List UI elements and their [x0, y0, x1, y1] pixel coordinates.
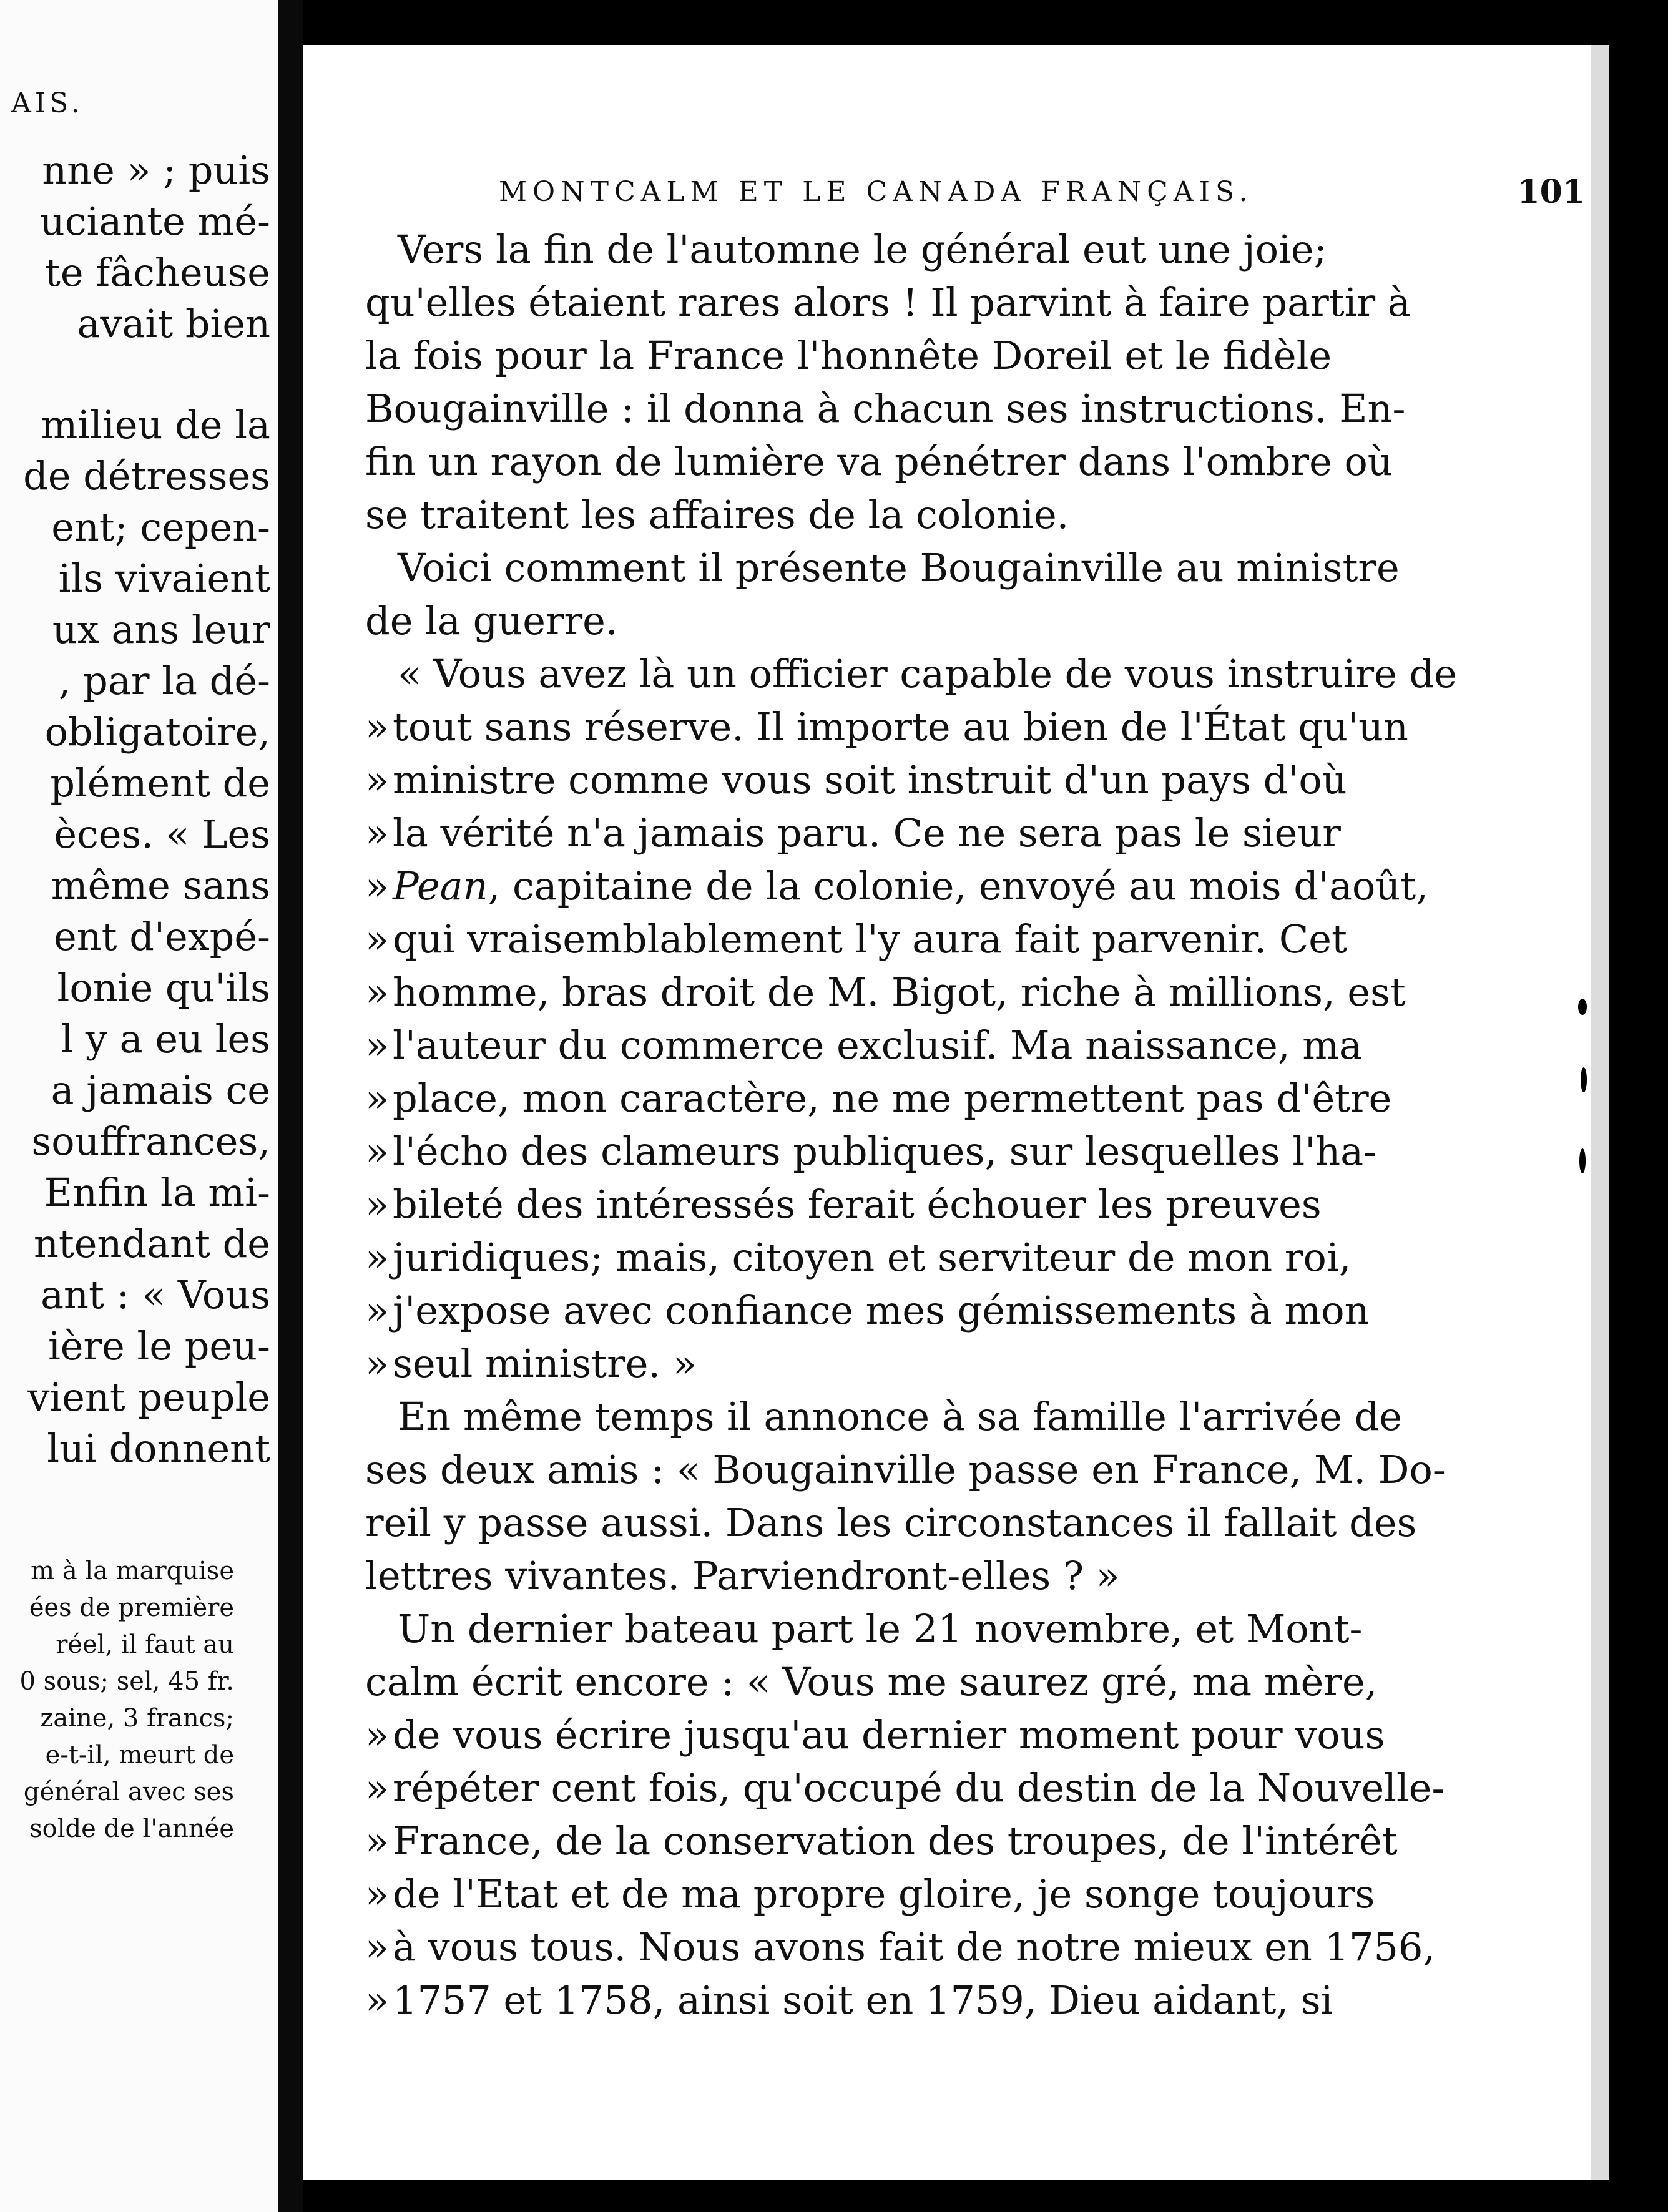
left-page-line: ant : « Vous — [41, 1272, 270, 1318]
line-text: la vérité n'a jamais paru. Ce ne sera pas le sieur — [393, 810, 1341, 856]
quote-continuation-mark: » — [365, 1128, 389, 1174]
text-line — [365, 541, 1589, 594]
left-page-line: uciante mé- — [39, 198, 270, 244]
scan-speck — [1579, 1148, 1586, 1173]
text-line — [365, 1390, 1589, 1443]
text-line — [365, 1655, 1589, 1708]
line-text: 1757 et 1758, ainsi soit en 1759, Dieu aidant, si — [393, 1977, 1333, 2023]
quote-continuation-mark: » — [365, 810, 389, 856]
text-line — [365, 806, 1589, 859]
left-page-line: obligatoire, — [44, 709, 270, 755]
text-line — [365, 1761, 1589, 1814]
left-page-line: ntendant de — [33, 1221, 270, 1266]
left-page-line: ils vivaient — [58, 555, 270, 601]
left-page-line: , par la dé- — [58, 658, 270, 703]
text-line — [365, 594, 1589, 647]
text-line — [365, 329, 1589, 382]
text-line — [365, 859, 1589, 913]
line-text: juridiques; mais, citoyen et serviteur de mon roi, — [393, 1235, 1352, 1280]
quote-continuation-mark: » — [365, 863, 389, 909]
line-text: place, mon caractère, ne me permettent pas d'être — [393, 1075, 1392, 1121]
left-page-footnote-line: 0 sous; sel, 45 fr. — [19, 1667, 234, 1696]
text-line — [365, 1921, 1589, 1974]
left-page-fragment — [0, 0, 278, 2212]
line-text: , capitaine de la colonie, envoyé au mois d'août, — [488, 863, 1428, 909]
line-text: reil y passe aussi. Dans les circonstances il fallait des — [365, 1500, 1417, 1545]
line-text: ses deux amis : « Bougainville passe en France, M. Do- — [365, 1447, 1446, 1492]
left-page-footnotes — [0, 1553, 278, 1847]
line-text: ministre comme vous soit instruit d'un pays d'où — [393, 757, 1347, 803]
line-text: lettres vivantes. Parviendront-elles ? » — [365, 1553, 1120, 1598]
left-page-line: ent d'expé- — [54, 914, 270, 959]
line-text: de la guerre. — [365, 598, 618, 644]
left-page-line: avait bien — [77, 301, 270, 346]
paragraph-gap — [0, 350, 278, 399]
line-text: Vers la fin de l'automne le général eut une joie; — [398, 227, 1327, 272]
left-page-line: ux ans leur — [52, 607, 270, 652]
quote-continuation-mark: » — [365, 1022, 389, 1068]
text-line — [365, 913, 1589, 966]
quote-continuation-mark: » — [365, 1924, 389, 1970]
line-text: l'écho des clameurs publiques, sur lesquelles l'ha- — [393, 1128, 1377, 1174]
quote-continuation-mark: » — [365, 1075, 389, 1121]
quote-continuation-mark: » — [365, 1341, 389, 1386]
quote-continuation-mark: » — [365, 916, 389, 962]
text-line — [365, 647, 1589, 700]
left-page-line: a jamais ce — [51, 1067, 270, 1113]
line-text: la fois pour la France l'honnête Doreil et le fidèle — [365, 333, 1332, 378]
quote-continuation-mark: » — [365, 757, 389, 803]
left-page-line: nne » ; puis — [42, 147, 270, 193]
text-line — [365, 1443, 1589, 1496]
quote-continuation-mark: » — [365, 1182, 389, 1227]
line-text: homme, bras droit de M. Bigot, riche à millions, est — [393, 969, 1406, 1015]
left-page-line: te fâcheuse — [44, 250, 270, 295]
left-page-line: Enfin la mi- — [44, 1170, 270, 1215]
line-text: calm écrit encore : « Vous me saurez gré, ma mère, — [365, 1659, 1378, 1705]
text-line — [365, 1496, 1589, 1549]
line-text: tout sans réserve. Il importe au bien de l'État qu'un — [393, 704, 1408, 750]
line-text: Voici comment il présente Bougainville au ministre — [398, 545, 1400, 590]
line-text: répéter cent fois, qu'occupé du destin de la Nouvelle- — [393, 1765, 1445, 1811]
text-line — [365, 1072, 1589, 1125]
line-text: à vous tous. Nous avons fait de notre mieux en 1756, — [393, 1924, 1436, 1970]
quote-continuation-mark: » — [365, 1818, 389, 1864]
line-text: j'expose avec confiance mes gémissements à mon — [393, 1288, 1370, 1333]
left-page-footnote-line: réel, il faut au — [56, 1630, 234, 1659]
left-page-footnote-line: général avec ses — [23, 1778, 234, 1806]
running-title: MONTCALM ET LE CANADA FRANÇAIS. — [499, 176, 1253, 208]
left-page-line: souffrances, — [31, 1118, 270, 1164]
page-number: 101 — [1517, 173, 1585, 211]
left-page-line: milieu de la — [41, 402, 270, 448]
book-gutter — [278, 0, 303, 2212]
line-text: de vous écrire jusqu'au dernier moment pour vous — [393, 1712, 1385, 1758]
left-page-line: lui donnent — [47, 1426, 270, 1471]
quote-continuation-mark: » — [365, 1235, 389, 1280]
left-page-line: l y a eu les — [61, 1016, 270, 1062]
line-text: se traitent les affaires de la colonie. — [365, 492, 1069, 537]
text-line — [365, 1019, 1589, 1072]
text-line — [365, 753, 1589, 806]
line-text: fin un rayon de lumière va pénétrer dans l'ombre où — [365, 439, 1393, 484]
text-line — [365, 1867, 1589, 1921]
quote-continuation-mark: » — [365, 1712, 389, 1758]
text-line — [365, 1708, 1589, 1761]
quote-continuation-mark: » — [365, 704, 389, 750]
left-page-footnote-line: ées de première — [29, 1593, 234, 1622]
left-page-line: vient peuple — [27, 1374, 270, 1420]
quote-continuation-mark: » — [365, 1288, 389, 1333]
page-edge — [1591, 45, 1609, 2180]
left-page-line: ent; cepen- — [51, 504, 270, 550]
left-page-line: èces. « Les — [54, 811, 270, 857]
line-text: Un dernier bateau part le 21 novembre, et Mont- — [398, 1606, 1363, 1652]
quote-continuation-mark: » — [365, 1765, 389, 1811]
line-text: En même temps il annonce à sa famille l'arrivée de — [398, 1394, 1402, 1439]
line-text: France, de la conservation des troupes, de l'intérêt — [393, 1818, 1398, 1864]
left-page-running-head: AIS. — [11, 87, 84, 119]
left-page-line: ière le peu- — [47, 1323, 270, 1369]
left-page-body — [0, 145, 278, 1474]
text-line — [365, 966, 1589, 1019]
text-line — [365, 223, 1589, 276]
text-line — [365, 1974, 1589, 2027]
left-page-footnote-line: e-t-il, meurt de — [45, 1741, 234, 1769]
quote-continuation-mark: » — [365, 1977, 389, 2023]
text-line — [365, 1178, 1589, 1231]
right-page — [303, 45, 1591, 2180]
left-page-footnote-line: solde de l'année — [29, 1814, 234, 1843]
text-line — [365, 488, 1589, 541]
text-line — [365, 1284, 1589, 1337]
line-text: l'auteur du commerce exclusif. Ma naissance, ma — [393, 1022, 1362, 1068]
text-line — [365, 700, 1589, 753]
line-text: bileté des intéressés ferait échouer les preuves — [393, 1182, 1322, 1227]
left-page-footnote-line: zaine, 3 francs; — [40, 1704, 234, 1733]
line-text: qu'elles étaient rares alors ! Il parvint à faire partir à — [365, 280, 1411, 325]
text-line — [365, 1814, 1589, 1867]
text-line — [365, 1337, 1589, 1390]
text-line — [365, 1549, 1589, 1602]
text-line — [365, 435, 1589, 488]
left-page-line: plément de — [50, 760, 270, 806]
line-text: « Vous avez là un officier capable de vous instruire de — [398, 651, 1457, 697]
scan-speck — [1578, 999, 1587, 1015]
left-page-line: lonie qu'ils — [57, 965, 270, 1011]
text-line — [365, 1125, 1589, 1178]
italic-name: Pean — [393, 863, 488, 909]
running-head — [499, 167, 1585, 217]
left-page-line: même sans — [51, 863, 270, 908]
line-text: Bougainville : il donna à chacun ses instructions. En- — [365, 386, 1406, 431]
scan-speck — [1581, 1067, 1587, 1092]
quote-continuation-mark: » — [365, 1871, 389, 1917]
text-line — [365, 382, 1589, 435]
line-text: de l'Etat et de ma propre gloire, je songe toujours — [393, 1871, 1375, 1917]
quote-continuation-mark: » — [365, 969, 389, 1015]
left-page-line: de détresses — [23, 453, 270, 499]
text-line — [365, 1602, 1589, 1655]
left-page-footnote-line: m à la marquise — [31, 1557, 234, 1585]
line-text: seul ministre. » — [393, 1341, 697, 1386]
line-text: qui vraisemblablement l'y aura fait parvenir. Cet — [393, 916, 1347, 962]
body-text — [365, 223, 1589, 2027]
text-line — [365, 276, 1589, 329]
text-line — [365, 1231, 1589, 1284]
